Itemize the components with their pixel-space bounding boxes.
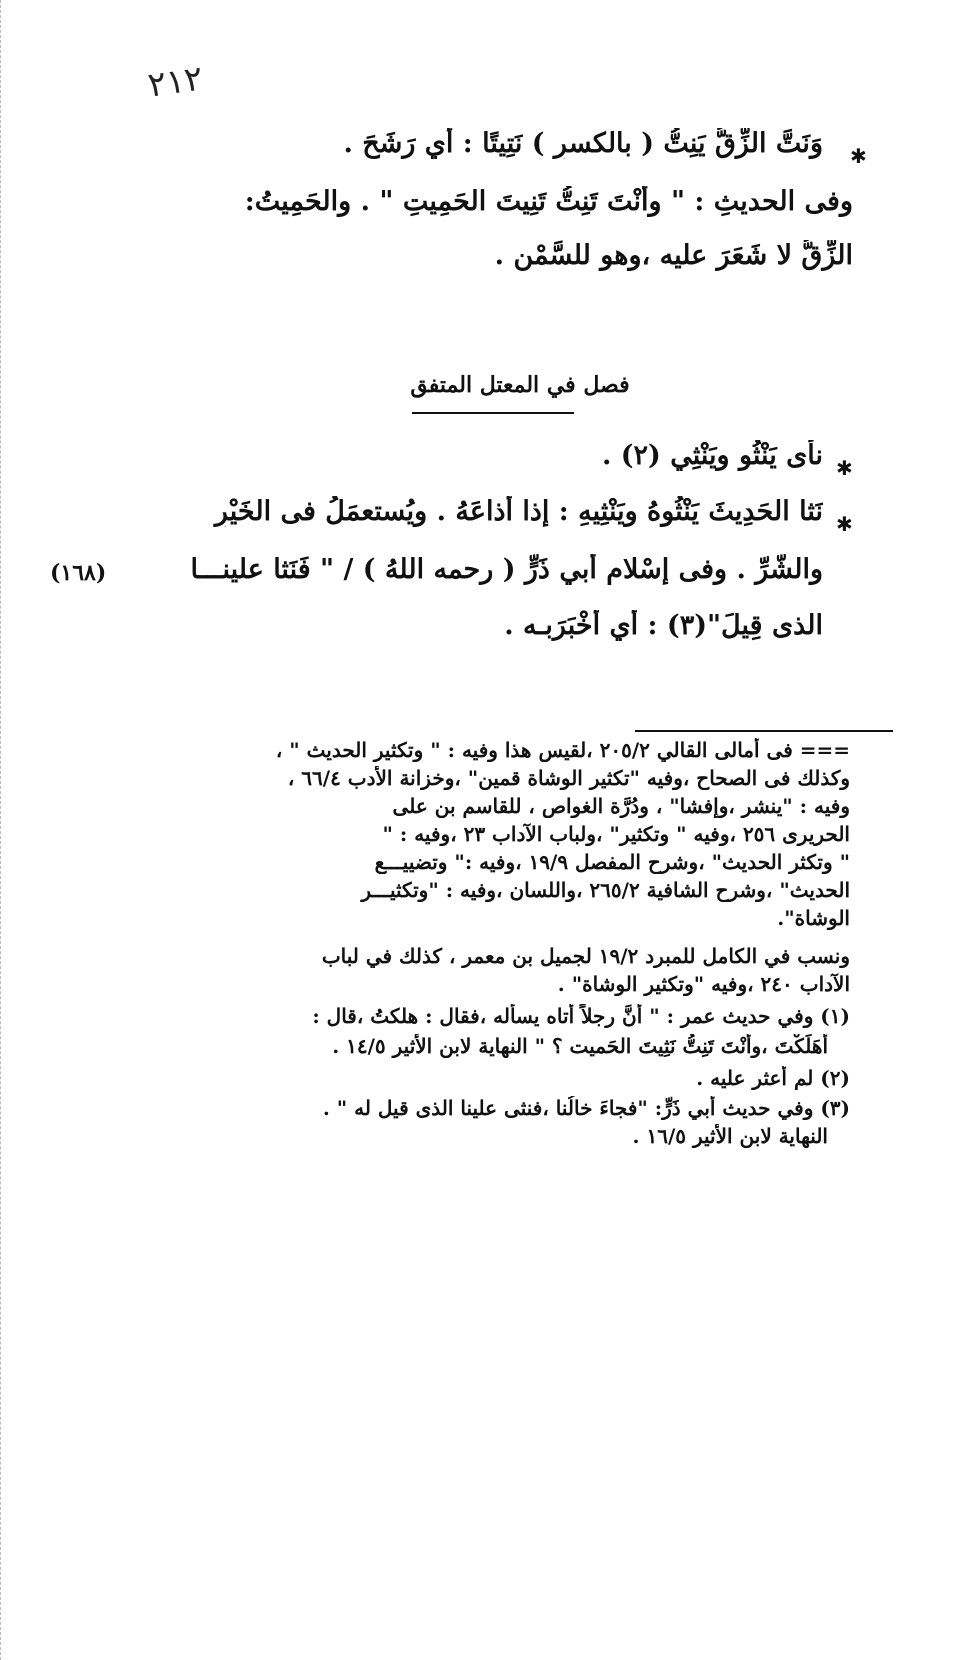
margin-folio: (١٦٨): [50, 560, 107, 586]
footnote-line: === فى أمالى القالي ٢٠٥/٢ ،لقيس هذا وفيه : " وتكثير الحديث " ،: [275, 738, 850, 762]
entry-line: وَنَتَّ الزِّقُّ يَنِتُّ ( بالكسرِ ) نَتِيتًا : أي رَشَحَ .: [343, 128, 823, 159]
entry-line: والشَّرِّ . وفى إسْلامِ أبي ذَرٍّ ( رحمه اللهُ ) / " فَنَثا علينـــا: [190, 554, 823, 585]
page-number: ٢١٢: [145, 58, 206, 106]
footnote-line: " وتكثر الحديث" ،وشرح المفصل ١٩/٩ ،وفيه :" وتضييـــع: [374, 850, 850, 874]
footnote-1: (١) وفي حديث عمر : " أَنَّ رجلاً أتاه يسأله ،فقال : هلكتُ ،قال :: [312, 1004, 850, 1028]
entry-line: نأَى يَنْثُو ويَنْثِي (٢) .: [601, 440, 823, 471]
footnote-line: أَهَلَكْتَ ،وأَنْتَ تَنِتُّ نَثِيتَ الحَميت ؟ " النهاية لابن الأثير ١٤/٥ .: [332, 1034, 828, 1058]
entry-line: نَثا الحَدِيثَ يَنْثُوهُ ويَنْثِيهِ : إذا أذاعَهُ . ويُستعمَلُ فى الخَيْرِ: [214, 496, 823, 527]
footnote-line: الوشاة".: [777, 906, 850, 930]
entry-line: الزِّقُّ لا شَعَرَ عليه ،وهو للسَّمْنِ .: [494, 240, 853, 271]
footnote-line: الآداب ٢٤٠ ،وفيه "وتكثير الوشاة" .: [557, 972, 850, 996]
entry-marker-star: ✱: [836, 512, 853, 536]
footnote-2: (٢) لم أعثر عليه .: [696, 1066, 850, 1090]
scan-edge: [0, 0, 3, 1660]
entry-marker-star: ✱: [850, 144, 867, 168]
footnote-3: (٣) وفي حديث أبي ذَرٍّ: "فجاءَ خالُنا ،فنثى علينا الذى قيل له " .: [322, 1096, 850, 1120]
entry-marker-star: ✱: [836, 456, 853, 480]
footnote-line: وكذلك فى الصحاح ،وفيه "تكثير الوشاة قمين" ،وخزانة الأدب ٦٦/٤ ،: [287, 766, 850, 790]
footnote-rule: [635, 730, 893, 732]
section-heading: فصل في المعتل المتفق: [410, 372, 630, 398]
footnote-line: وفيه : "ينشر ،وإفشا" ، ودُرَّة الغواص ، للقاسم بن على: [392, 794, 850, 818]
entry-line: وفى الحديثِ : " وأَنْتَ تَنِتُّ تَنِيتَ الحَمِيتِ " . والحَمِيتُ:: [244, 186, 853, 217]
footnote-line: ونسب في الكامل للمبرد ١٩/٢ لجميل بن معمر ، كذلك في لباب: [321, 944, 850, 968]
footnote-line: النهاية لابن الأثير ١٦/٥ .: [632, 1124, 828, 1148]
entry-line: الذى قِيلَ"(٣) : أي أَخْبَرَبـه .: [504, 610, 823, 641]
footnote-line: الحريرى ٢٥٦ ،وفيه " وتكثير" ،ولباب الآداب ٢٣ ،وفيه : ": [382, 822, 850, 846]
heading-underline: [412, 412, 574, 414]
footnote-line: الحديث" ،وشرح الشافية ٢٦٥/٢ ،واللسان ،وفيه : "وتكثيـــر: [361, 878, 850, 902]
